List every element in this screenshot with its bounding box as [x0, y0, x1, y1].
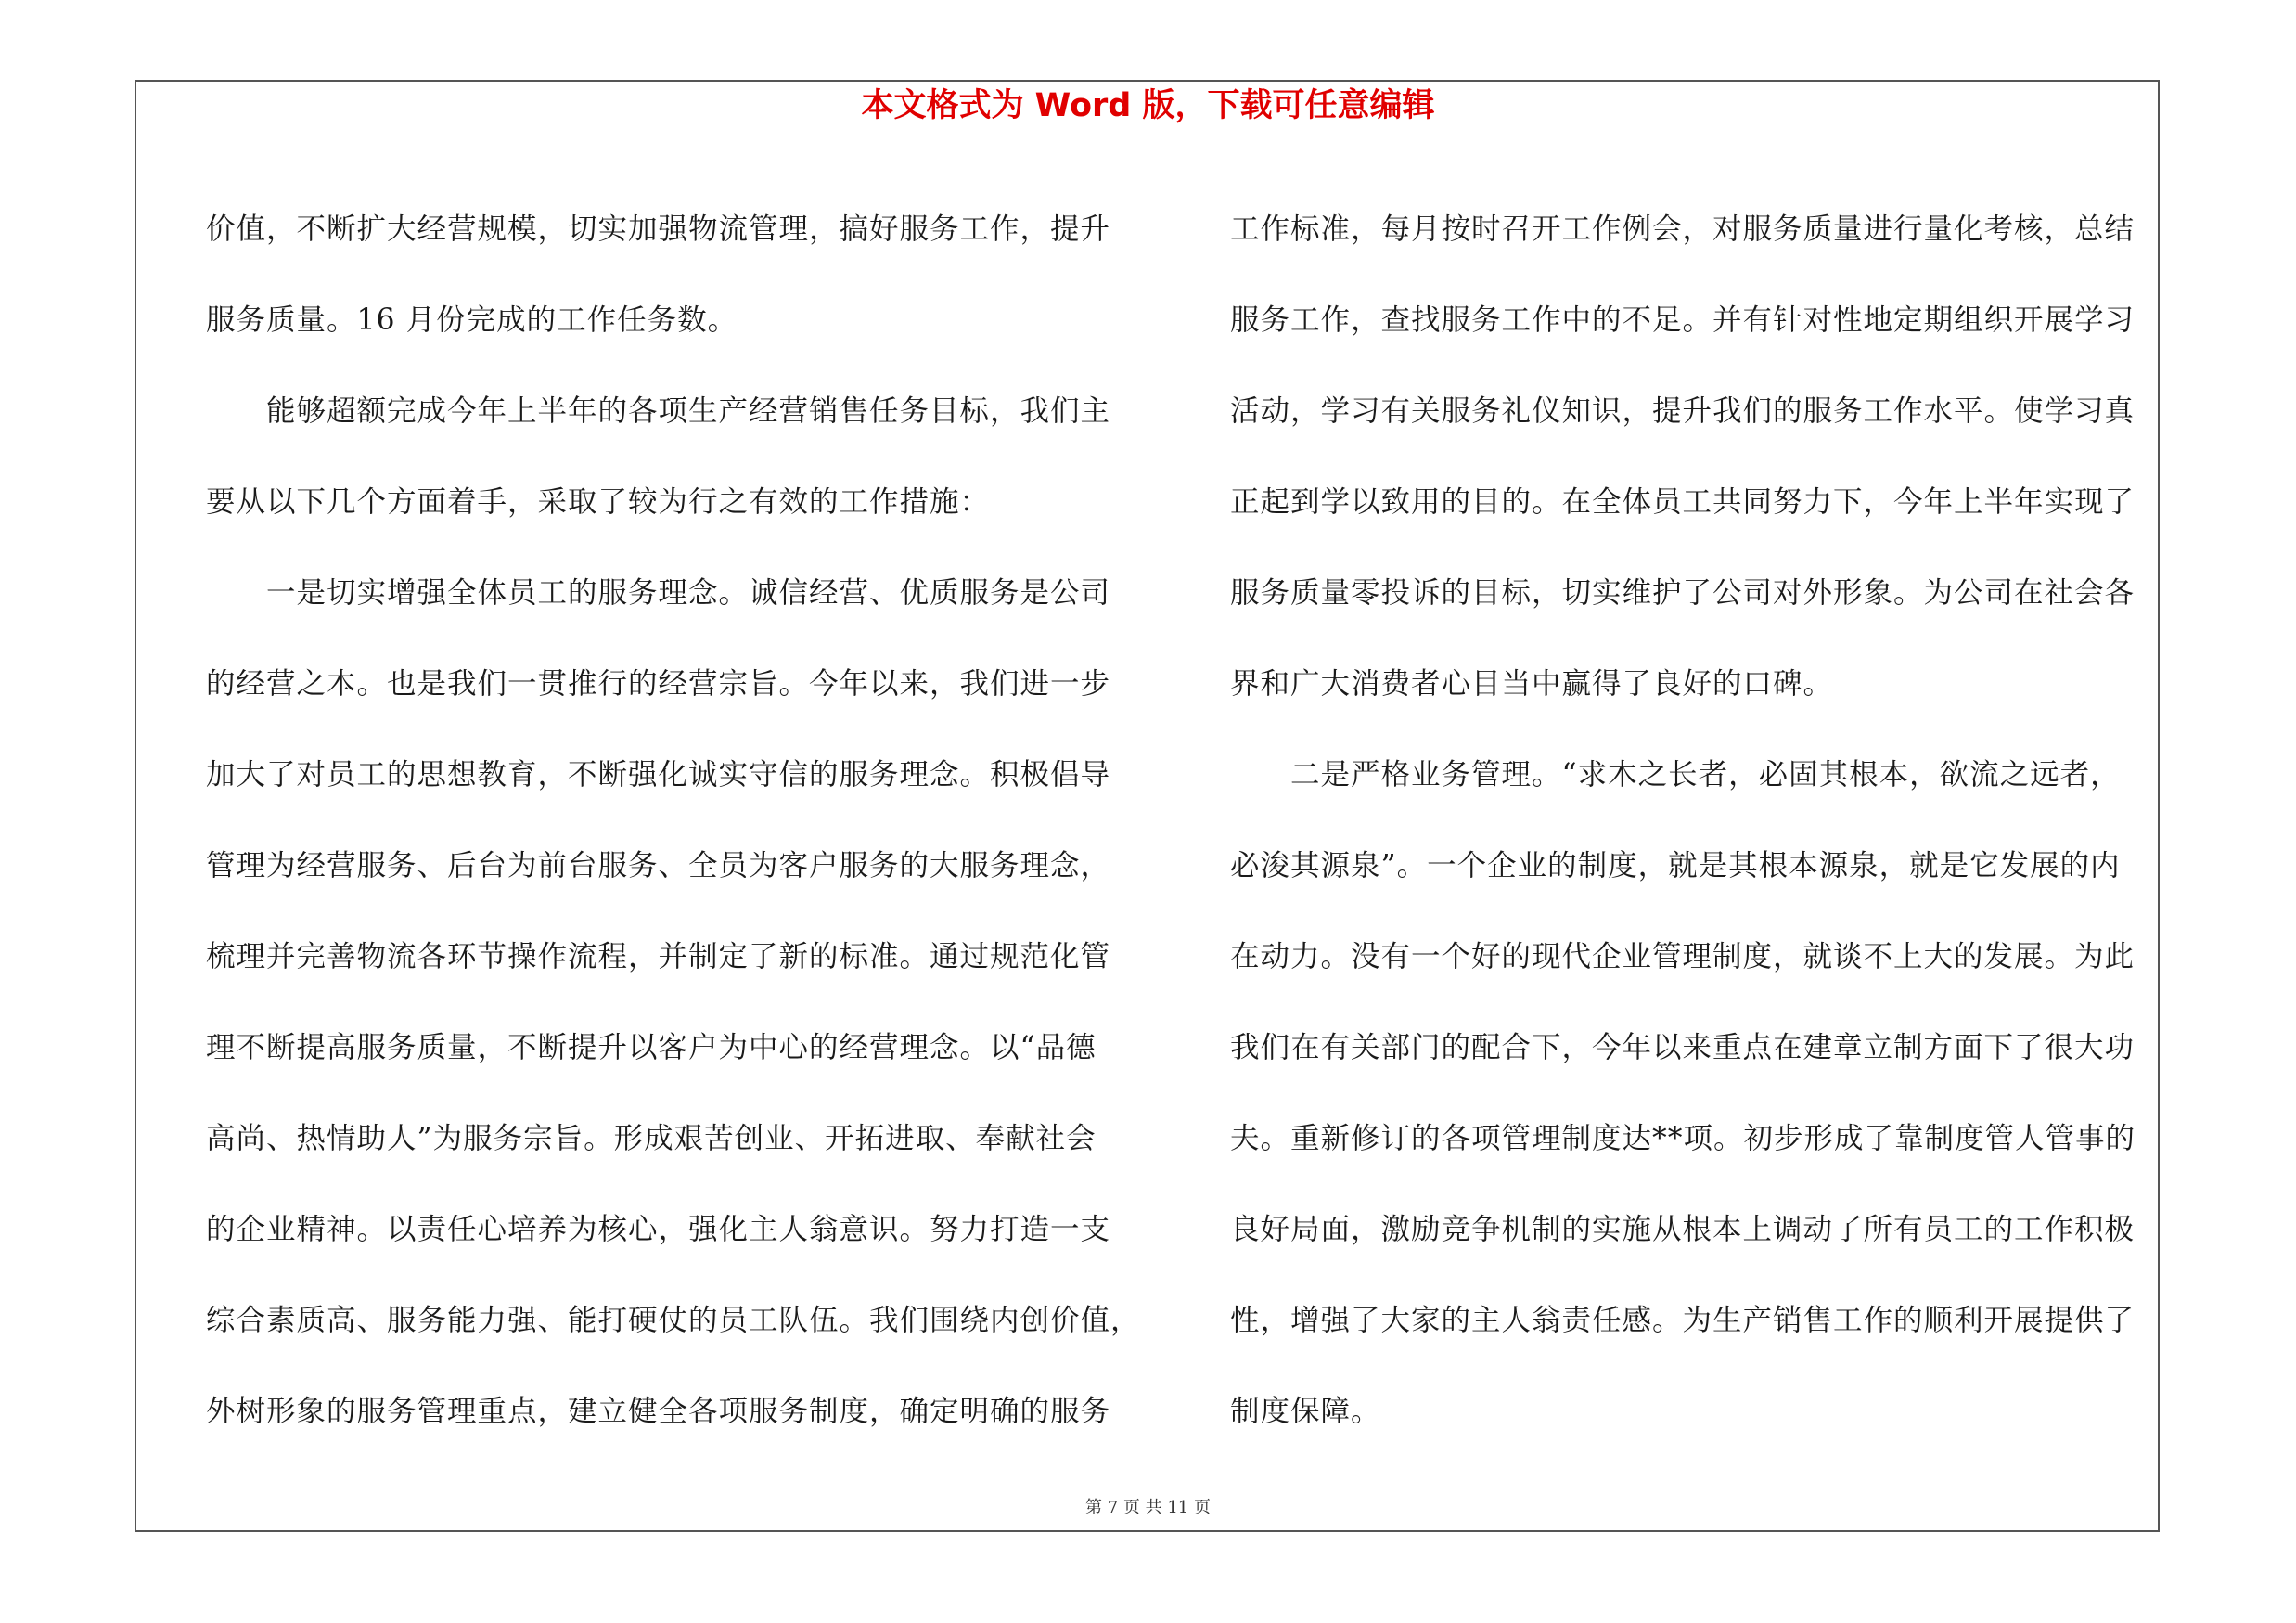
text-line: 高尚、热情助人”为服务宗旨。形成艰苦创业、开拓进取、奉献社会 [206, 1122, 1097, 1155]
text-line: 二是严格业务管理。“求木之长者，必固其根本，欲流之远者， [1230, 758, 2121, 792]
text-line: 服务工作，查找服务工作中的不足。并有针对性地定期组织开展学习 [1230, 303, 2136, 337]
text-line: 在动力。没有一个好的现代企业管理制度，就谈不上大的发展。为此 [1230, 940, 2136, 973]
text-line: 服务质量。16 月份完成的工作任务数。 [206, 303, 738, 337]
text-line: 一是切实增强全体员工的服务理念。诚信经营、优质服务是公司 [206, 576, 1111, 610]
right-text-column [1230, 184, 2167, 1457]
text-line: 制度保障。 [1230, 1395, 1381, 1428]
text-line: 活动，学习有关服务礼仪知识，提升我们的服务工作水平。使学习真 [1230, 394, 2136, 428]
text-line: 工作标准，每月按时召开工作例会，对服务质量进行量化考核，总结 [1230, 213, 2136, 246]
page-number-footer: 第 7 页 共 11 页 [1085, 1498, 1211, 1517]
text-line: 梳理并完善物流各环节操作流程，并制定了新的标准。通过规范化管 [206, 940, 1111, 973]
text-line: 能够超额完成今年上半年的各项生产经营销售任务目标，我们主 [206, 394, 1111, 428]
text-line: 外树形象的服务管理重点，建立健全各项服务制度，确定明确的服务 [206, 1395, 1111, 1428]
word-format-banner: 本文格式为 Word 版，下载可任意编辑 [861, 87, 1435, 124]
text-line: 我们在有关部门的配合下，今年以来重点在建章立制方面下了很大功 [1230, 1031, 2136, 1064]
text-line: 管理为经营服务、后台为前台服务、全员为客户服务的大服务理念， [206, 849, 1111, 882]
text-line: 综合素质高、服务能力强、能打硬仗的员工队伍。我们围绕内创价值， [206, 1304, 1141, 1337]
text-line: 加大了对员工的思想教育，不断强化诚实守信的服务理念。积极倡导 [206, 758, 1111, 792]
text-line: 必浚其源泉”。一个企业的制度，就是其根本源泉，就是它发展的内 [1230, 849, 2121, 882]
left-text-column [206, 184, 1141, 1457]
text-line: 服务质量零投诉的目标，切实维护了公司对外形象。为公司在社会各 [1230, 576, 2136, 610]
text-line: 理不断提高服务质量，不断提升以客户为中心的经营理念。以“品德 [206, 1031, 1097, 1064]
text-line: 要从以下几个方面着手，采取了较为行之有效的工作措施： [206, 485, 991, 519]
text-line: 良好局面，激励竞争机制的实施从根本上调动了所有员工的工作积极 [1230, 1213, 2136, 1246]
text-line: 的经营之本。也是我们一贯推行的经营宗旨。今年以来，我们进一步 [206, 667, 1111, 701]
text-line: 夫。重新修订的各项管理制度达**项。初步形成了靠制度管人管事的 [1230, 1122, 2136, 1155]
text-line: 价值，不断扩大经营规模，切实加强物流管理，搞好服务工作，提升 [206, 213, 1111, 246]
text-line: 正起到学以致用的目的。在全体员工共同努力下，今年上半年实现了 [1230, 485, 2136, 519]
text-line: 性，增强了大家的主人翁责任感。为生产销售工作的顺利开展提供了 [1230, 1304, 2136, 1337]
text-line: 的企业精神。以责任心培养为核心，强化主人翁意识。努力打造一支 [206, 1213, 1111, 1246]
text-line: 界和广大消费者心目当中赢得了良好的口碑。 [1230, 667, 1834, 701]
